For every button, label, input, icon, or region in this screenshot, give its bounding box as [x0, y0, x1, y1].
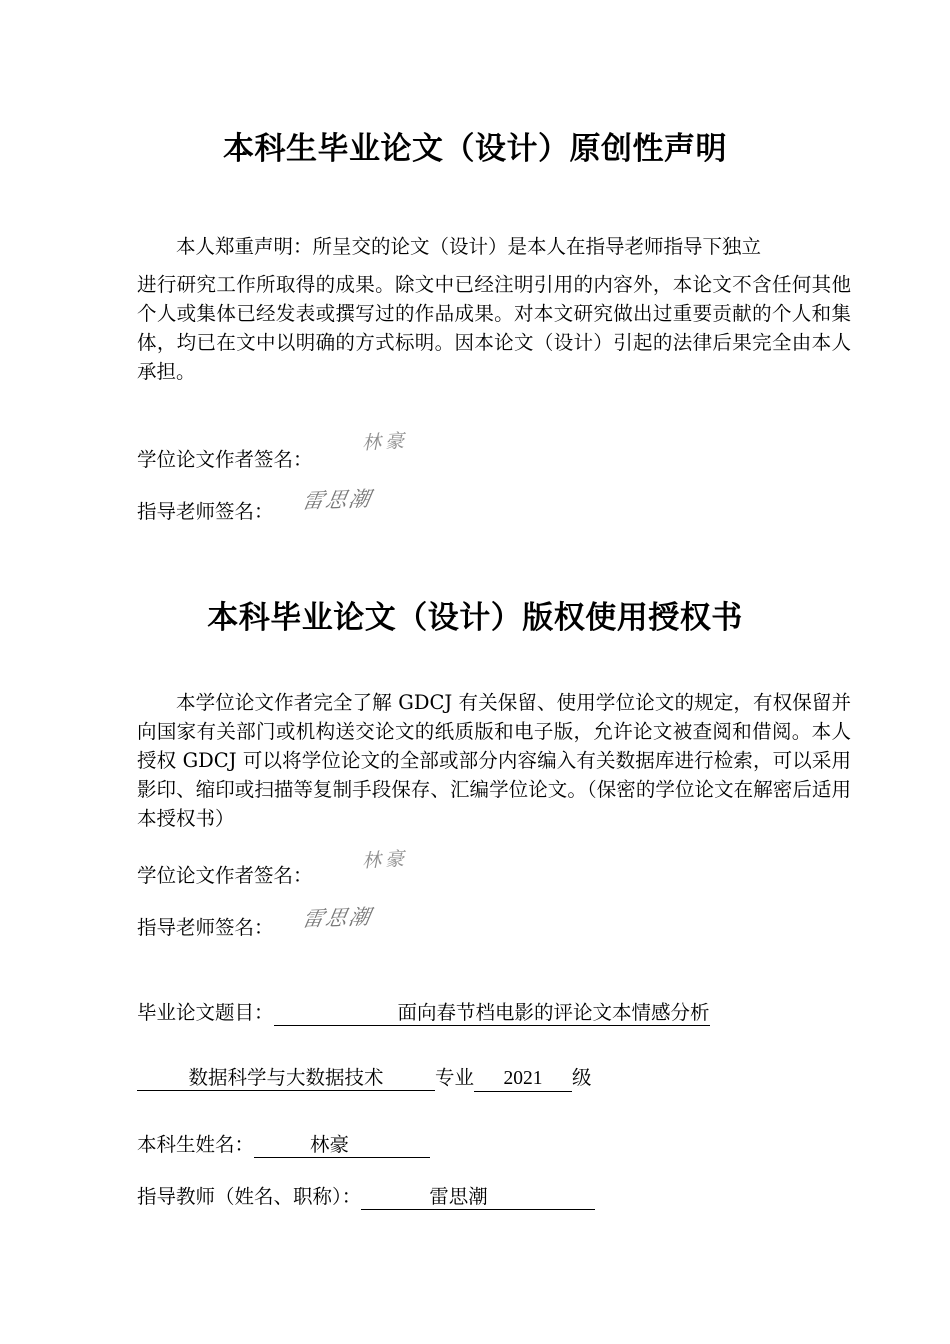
thesis-topic-value — [274, 1001, 710, 1026]
major-value — [137, 1066, 435, 1091]
advisor-info-label: 指导教师（姓名、职称）： — [137, 1185, 362, 1208]
student-name-row — [137, 1132, 430, 1158]
major-text: 数据科学与大数据技术 — [188, 1066, 384, 1089]
thesis-topic-text: 面向春节档电影的评论文本情感分析 — [397, 1001, 710, 1024]
thesis-topic-label: 毕业论文题目： — [137, 1001, 274, 1024]
major-label: 专业 — [435, 1066, 475, 1089]
advisor-info-value — [361, 1185, 595, 1210]
declaration-body-first-line: 本人郑重声明：所呈交的论文（设计）是本人在指导老师指导下独立 — [176, 235, 762, 258]
year-text: 2021 — [503, 1068, 543, 1089]
declaration-title: 本科生毕业论文（设计）原创性声明 — [223, 131, 727, 167]
student-name-label: 本科生姓名： — [137, 1133, 255, 1156]
student-name-text: 林豪 — [310, 1133, 350, 1156]
copyright-advisor-signature-label: 指导老师签名： — [137, 916, 274, 939]
advisor-info-text: 雷思潮 — [429, 1185, 488, 1208]
copyright-title: 本科毕业论文（设计）版权使用授权书 — [207, 600, 743, 636]
copyright-author-signature: 林豪 — [361, 847, 409, 873]
student-name-value — [254, 1133, 430, 1158]
copyright-author-signature-label: 学位论文作者签名： — [137, 864, 313, 887]
copyright-body: 本学位论文作者完全了解 GDCJ 有关保留、使用学位论文的规定，有权保留并向国家有关部门或机构送交论文的纸质版和电子版，允许论文被查阅和借阅。本人授权 GDCJ 可以将学位论文的全部或部分内容编入有关数据库进行检索，可以采用影印、缩印或扫描等复制手段保存、汇编学位论文。（保密的学位论文在解密后适用本授权书） — [137, 691, 851, 830]
declaration-advisor-signature-label: 指导老师签名： — [137, 500, 274, 523]
year-value — [474, 1067, 572, 1092]
thesis-topic-row — [137, 1000, 710, 1026]
declaration-body: 进行研究工作所取得的成果。除文中已经注明引用的内容外，本论文不含任何其他个人或集体已经发表或撰写过的作品成果。对本文研究做出过重要贡献的个人和集体，均已在文中以明确的方式标明。因本论文（设计）引起的法律后果完全由本人承担。 — [137, 273, 851, 383]
declaration-advisor-signature: 雷思潮 — [300, 486, 375, 514]
copyright-advisor-signature: 雷思潮 — [300, 904, 375, 932]
advisor-info-row — [137, 1184, 595, 1210]
year-label: 级 — [572, 1066, 592, 1089]
declaration-author-signature-label: 学位论文作者签名： — [137, 448, 313, 471]
declaration-author-signature: 林豪 — [361, 429, 409, 455]
major-row — [137, 1065, 592, 1092]
